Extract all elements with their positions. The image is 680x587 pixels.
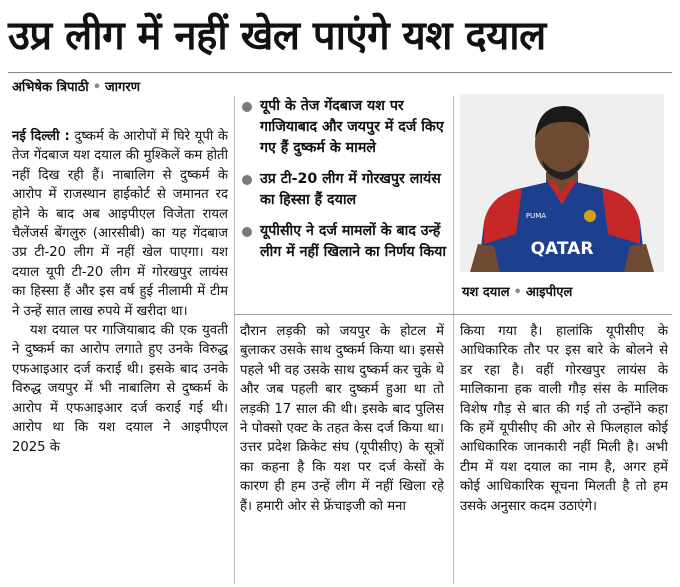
- paragraph-3: दौरान लड़की को जयपुर के होटल में बुलाकर उसके साथ दुष्कर्म किया था। इससे पहले भी वह उसके साथ दुष्कर्म कर चुके थे और जब पहली बार दुष्कर्म हुआ था तो लड़की 17 साल की थी। इसके बाद पुलिस ने पोक्सो एक्ट के तहत केस दर्ज किया था। उत्तर प्रदेश क्रिकेट संघ (यूपीसीए) के सूत्रों का कहना है कि यश पर दर्ज केसों के कारण ही हम उन्हें लीग में नहीं खिला रहे हैं। हमारी ओर से फ्रेंचाइजी को मना: [240, 324, 444, 514]
- caption-name: यश दयाल: [462, 285, 510, 300]
- highlight-item: [240, 221, 452, 263]
- player-photo: [460, 94, 664, 272]
- highlights-list: [240, 96, 452, 308]
- article-column-3: [460, 322, 668, 584]
- column-divider-2: [453, 96, 454, 584]
- dateline: नई दिल्ली :: [12, 129, 70, 144]
- paragraph-2: यश दयाल पर गाजियाबाद की एक युवती ने दुष्कर्म का आरोप लगाते हुए उनके विरुद्ध एफआइआर दर्ज कराई थी। इसके बाद उनके विरुद्ध जयपुर में भी नाबालिग से दुष्कर्म के आरोप में एफआइआर दर्ज कराई गई थी। आरोप था कि यश दयाल ने आइपीएल 2025 के: [12, 323, 228, 455]
- highlight-text: यूपी के तेज गेंदबाज यश पर गाजियाबाद और जयपुर में दर्ज किए गए हैं दुष्कर्म के मामले: [260, 98, 444, 156]
- article-column-1: [12, 127, 228, 583]
- column-divider-1: [234, 96, 235, 584]
- highlight-text: उप्र टी-20 लीग में गोरखपुर लायंस का हिस्सा हैं दयाल: [260, 171, 441, 208]
- jersey-brand-text: PUMA: [525, 212, 547, 220]
- bullet-icon: [242, 102, 252, 112]
- bullet-icon: [242, 175, 252, 185]
- paragraph-1: [12, 127, 228, 321]
- highlights-rule: [234, 314, 672, 315]
- bullet-icon: [242, 227, 252, 237]
- caption-separator: •: [513, 285, 522, 300]
- caption-credit: आइपीएल: [525, 285, 573, 300]
- player-photo-illustration: [460, 94, 664, 272]
- headline: उप्र लीग में नहीं खेल पाएंगे यश दयाल: [8, 13, 546, 59]
- jersey-sponsor-text: QATAR: [530, 239, 594, 259]
- article-column-2: [240, 322, 444, 584]
- byline-author: अभिषेक त्रिपाठी: [12, 80, 89, 95]
- byline-separator: •: [92, 80, 101, 95]
- byline-source: जागरण: [105, 80, 141, 95]
- byline: [12, 78, 232, 98]
- highlight-item: [240, 169, 452, 211]
- highlight-item: [240, 96, 452, 159]
- highlight-text: यूपीसीए ने दर्ज मामलों के बाद उन्हें लीग में नहीं खिलाने का निर्णय किया: [260, 223, 447, 260]
- photo-caption: [462, 282, 666, 304]
- headline-rule: [8, 72, 672, 73]
- paragraph-1-text: दुष्कर्म के आरोपों में घिरे यूपी के तेज गेंदबाज यश दयाल की मुश्किलें कम होती नहीं दिख रही हैं। नाबालिग से दुष्कर्म के आरोप में राजस्थान हाईकोर्ट से जमानत रद होने के बाद अब आइपीएल विजेता रायल चैलेंजर्स बेंगलुरु (आरसीबी) का यह गेंदबाज उप्र टी-20 लीग में नहीं खेल पाएगा। यश दयाल यूपी टी-20 लीग में गोरखपुर लायंस का हिस्सा हैं और इस वर्ष हुई नीलामी में टीम ने उन्हें सात लाख रुपये में खरीदा था।: [12, 129, 228, 319]
- paragraph-4: किया गया है। हालांकि यूपीसीए के आधिकारिक तौर पर इस बारे के बोलने से डर रहा है। वहीं गोरखपुर लायंस के मालिकाना हक वाली गौड़ संस के मालिक विशेष गौड़ से बात की गई तो उन्होंने कहा कि हमें यूपीसीए की ओर से फिलहाल कोई आधिकारिक जानकारी नहीं मिली है। अभी टीम में यश दयाल का नाम है, अगर हमें कोई आधिकारिक सूचना मिलती है तो हम उसके अनुसार कदम उठाएंगे।: [460, 324, 668, 514]
- team-logo-icon: [584, 210, 596, 222]
